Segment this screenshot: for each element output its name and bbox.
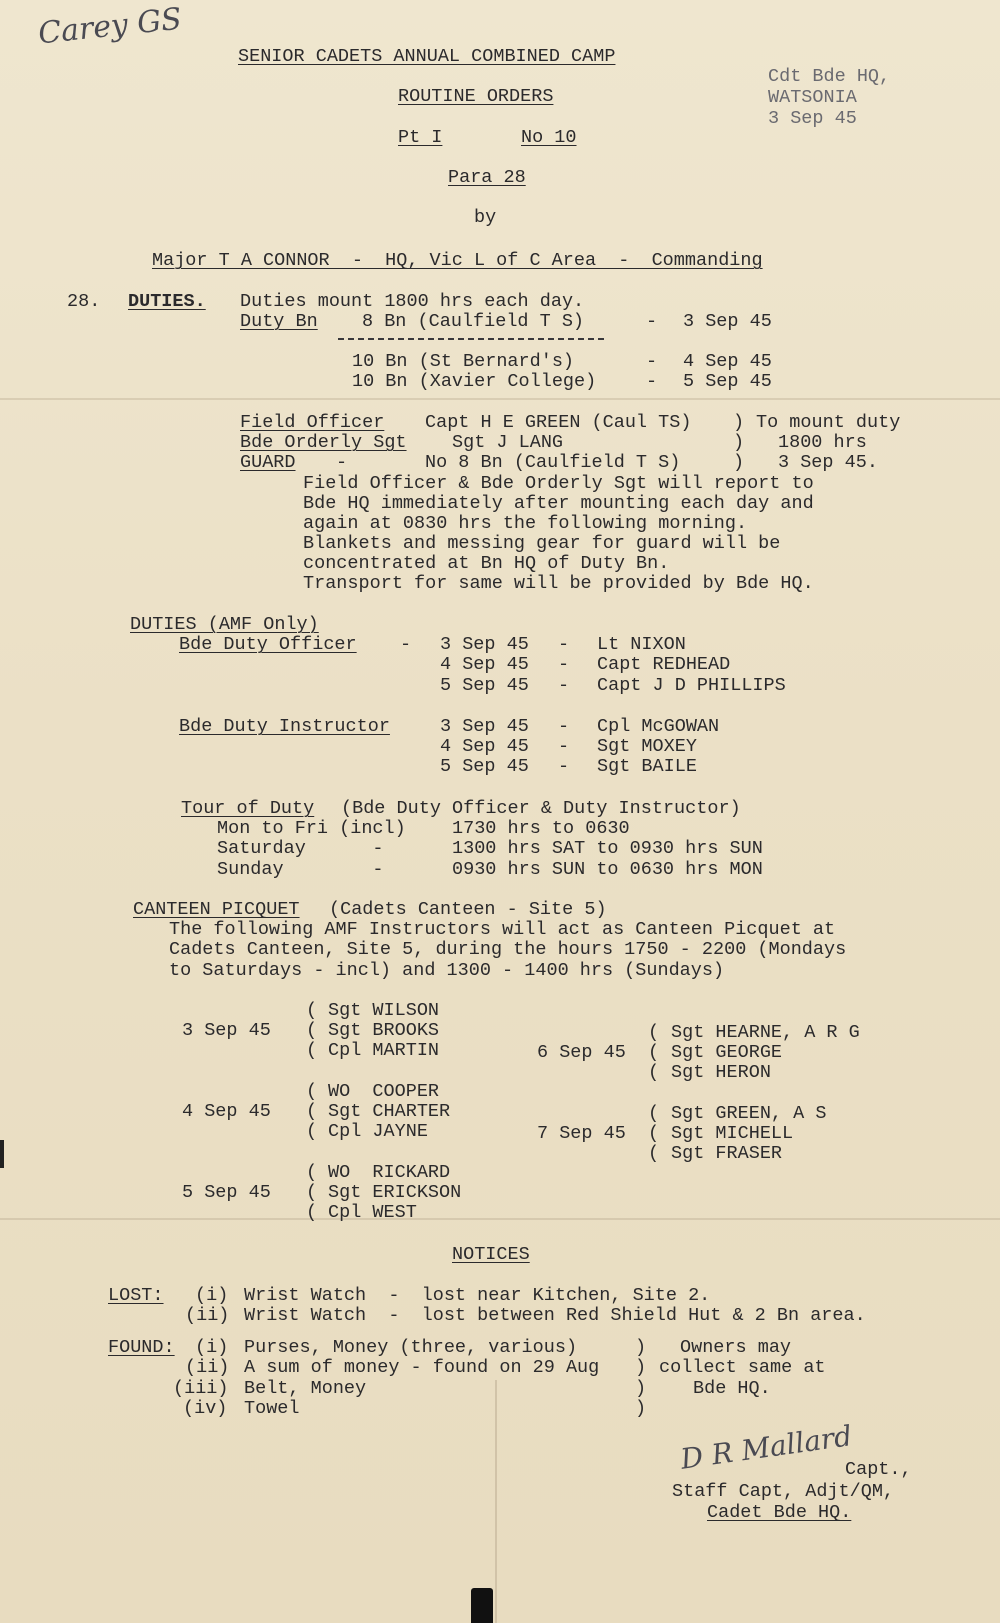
bracket: ( [306, 1202, 318, 1223]
lost-number: (i) [195, 1285, 229, 1306]
duty-bn-date: 3 Sep 45 [683, 311, 772, 332]
duties-heading: DUTIES. [128, 291, 206, 312]
bde-duty-instructor-label: Bde Duty Instructor [179, 716, 390, 737]
fold-line [495, 1380, 497, 1623]
duty-bn-date: 5 Sep 45 [683, 371, 772, 392]
order-number: No 10 [521, 127, 577, 148]
bde-orderly-value: Sgt J LANG [452, 432, 564, 453]
binding-mark [471, 1588, 493, 1623]
bracket: ( [306, 1040, 318, 1061]
bracket: ( [648, 1143, 660, 1164]
picquet-date: 7 Sep 45 [537, 1123, 626, 1144]
canteen-heading: CANTEEN PICQUET [133, 899, 300, 920]
bracket: ( [648, 1042, 660, 1063]
dash: - [558, 654, 570, 675]
found-number: (iii) [173, 1378, 229, 1399]
signature: D R Mallard [678, 1419, 854, 1476]
para-label: Para 28 [448, 167, 526, 188]
duty-officer-name: Capt J D PHILLIPS [597, 675, 786, 696]
duty-instructor-date: 5 Sep 45 [440, 756, 529, 777]
duty-officer-date: 3 Sep 45 [440, 634, 529, 655]
handwritten-note: Carey GS [36, 1, 184, 52]
picquet-name: Sgt HERON [671, 1062, 771, 1083]
found-number: (i) [195, 1337, 229, 1358]
signature-title: Staff Capt, Adjt/QM, [672, 1481, 895, 1502]
dash: - [400, 634, 412, 655]
duties-mount-text: Duties mount 1800 hrs each day. [240, 291, 585, 312]
canteen-heading-note: (Cadets Canteen - Site 5) [329, 899, 607, 920]
duty-instructor-name: Cpl McGOWAN [597, 716, 720, 737]
dash: - [558, 736, 570, 757]
found-item: A sum of money - found on 29 Aug [244, 1357, 600, 1378]
instruction-line: Field Officer & Bde Orderly Sgt will report to [303, 473, 814, 494]
picquet-name: Sgt CHARTER [328, 1101, 451, 1122]
tour-hours: 0930 hrs SUN to 0630 hrs MON [452, 859, 763, 880]
amf-duties-heading: DUTIES (AMF Only) [130, 614, 319, 635]
duty-instructor-name: Sgt BAILE [597, 756, 697, 777]
instruction-line: Transport for same will be provided by Bde HQ. [303, 573, 814, 594]
bracket: ) [635, 1398, 647, 1419]
duty-officer-name: Lt NIXON [597, 634, 686, 655]
notices-heading: NOTICES [452, 1244, 530, 1265]
bracket: ) [733, 412, 745, 433]
instruction-line: again at 0830 hrs the following morning. [303, 513, 748, 534]
picquet-name: Sgt FRASER [671, 1143, 783, 1164]
document-subtitle: ROUTINE ORDERS [398, 86, 554, 107]
mount-note: 3 Sep 45. [778, 452, 878, 473]
bracket: ( [648, 1103, 660, 1124]
picquet-name: Sgt WILSON [328, 1000, 440, 1021]
found-number: (iv) [183, 1398, 228, 1419]
picquet-name: Sgt ERICKSON [328, 1182, 462, 1203]
picquet-date: 4 Sep 45 [182, 1101, 271, 1122]
picquet-date: 6 Sep 45 [537, 1042, 626, 1063]
picquet-name: Cpl MARTIN [328, 1040, 440, 1061]
collect-note: Owners may [680, 1337, 792, 1358]
canteen-text-line: Cadets Canteen, Site 5, during the hours 1750 - 2200 (Mondays [169, 939, 847, 960]
tour-hours: 1300 hrs SAT to 0930 hrs SUN [452, 838, 763, 859]
canteen-text-line: to Saturdays - incl) and 1300 - 1400 hrs (Sundays) [169, 960, 725, 981]
signature-unit: Cadet Bde HQ. [707, 1502, 852, 1523]
bracket: ( [306, 1101, 318, 1122]
duty-bn-unit: 10 Bn (Xavier College) [352, 371, 597, 392]
tour-of-duty-note: (Bde Duty Officer & Duty Instructor) [341, 798, 741, 819]
bracket: ( [306, 1020, 318, 1041]
picquet-name: Sgt BROOKS [328, 1020, 440, 1041]
found-label: FOUND: [108, 1337, 175, 1358]
bracket: ) [635, 1357, 647, 1378]
picquet-name: Sgt HEARNE, A R G [671, 1022, 860, 1043]
found-number: (ii) [185, 1357, 230, 1378]
collect-note: collect same at [659, 1357, 826, 1378]
picquet-name: WO COOPER [328, 1081, 440, 1102]
bracket: ( [648, 1123, 660, 1144]
duty-instructor-name: Sgt MOXEY [597, 736, 697, 757]
bracket: ( [306, 1121, 318, 1142]
dash: - [558, 716, 570, 737]
duty-officer-name: Capt REDHEAD [597, 654, 731, 675]
duty-bn-unit: 8 Bn (Caulfield T S) [362, 311, 585, 332]
tour-of-duty-label: Tour of Duty [181, 798, 315, 819]
found-item: Purses, Money (three, various) [244, 1337, 578, 1358]
part-label: Pt I [398, 127, 443, 148]
origin-line-2: WATSONIA [768, 87, 857, 108]
found-item: Belt, Money [244, 1378, 367, 1399]
fold-line [0, 398, 1000, 400]
bracket: ) [733, 452, 745, 473]
collect-note: Bde HQ. [693, 1378, 771, 1399]
bracket: ( [648, 1062, 660, 1083]
tour-day: Mon to Fri (incl) [217, 818, 406, 839]
commander-line: Major T A CONNOR - HQ, Vic L of C Area - Commanding [152, 250, 763, 271]
edge-mark [0, 1140, 4, 1168]
dash: - [336, 452, 348, 473]
origin-line-1: Cdt Bde HQ, [768, 66, 891, 87]
mount-note: 1800 hrs [778, 432, 867, 453]
by-label: by [474, 207, 497, 228]
dashed-rule [338, 338, 604, 340]
tour-day: Sunday - [217, 859, 384, 880]
origin-line-3: 3 Sep 45 [768, 108, 857, 129]
fold-line [0, 1218, 1000, 1220]
dash: - [646, 351, 658, 372]
bde-duty-officer-label: Bde Duty Officer [179, 634, 357, 655]
duty-bn-label: Duty Bn [240, 311, 318, 332]
bde-orderly-label: Bde Orderly Sgt [240, 432, 407, 453]
picquet-date: 5 Sep 45 [182, 1182, 271, 1203]
lost-label: LOST: [108, 1285, 164, 1306]
duty-instructor-date: 3 Sep 45 [440, 716, 529, 737]
duty-officer-date: 4 Sep 45 [440, 654, 529, 675]
dash: - [646, 311, 658, 332]
duty-officer-date: 5 Sep 45 [440, 675, 529, 696]
duty-bn-unit: 10 Bn (St Bernard's) [352, 351, 575, 372]
instruction-line: Blankets and messing gear for guard will be [303, 533, 781, 554]
lost-item: Wrist Watch - lost between Red Shield Hut & 2 Bn area. [244, 1305, 866, 1326]
duty-bn-date: 4 Sep 45 [683, 351, 772, 372]
document-title: SENIOR CADETS ANNUAL COMBINED CAMP [238, 46, 616, 67]
picquet-name: WO RICKARD [328, 1162, 451, 1183]
mount-note: To mount duty [756, 412, 901, 433]
signature-rank: Capt., [845, 1459, 912, 1480]
bracket: ( [306, 1081, 318, 1102]
found-item: Towel [244, 1398, 300, 1419]
bracket: ) [635, 1378, 647, 1399]
bracket: ( [648, 1022, 660, 1043]
bracket: ) [635, 1337, 647, 1358]
lost-item: Wrist Watch - lost near Kitchen, Site 2. [244, 1285, 711, 1306]
dash: - [558, 675, 570, 696]
dash: - [646, 371, 658, 392]
bracket: ) [733, 432, 745, 453]
dash: - [558, 756, 570, 777]
para-number: 28. [67, 291, 101, 312]
bracket: ( [306, 1162, 318, 1183]
dash: - [558, 634, 570, 655]
picquet-name: Cpl JAYNE [328, 1121, 428, 1142]
instruction-line: Bde HQ immediately after mounting each day and [303, 493, 814, 514]
field-officer-label: Field Officer [240, 412, 385, 433]
field-officer-value: Capt H E GREEN (Caul TS) [425, 412, 692, 433]
bracket: ( [306, 1182, 318, 1203]
instruction-line: concentrated at Bn HQ of Duty Bn. [303, 553, 670, 574]
tour-hours: 1730 hrs to 0630 [452, 818, 630, 839]
picquet-name: Sgt GEORGE [671, 1042, 783, 1063]
picquet-date: 3 Sep 45 [182, 1020, 271, 1041]
duty-instructor-date: 4 Sep 45 [440, 736, 529, 757]
picquet-name: Sgt GREEN, A S [671, 1103, 827, 1124]
picquet-name: Cpl WEST [328, 1202, 417, 1223]
bracket: ( [306, 1000, 318, 1021]
guard-value: No 8 Bn (Caulfield T S) [425, 452, 681, 473]
tour-day: Saturday - [217, 838, 384, 859]
picquet-name: Sgt MICHELL [671, 1123, 794, 1144]
lost-number: (ii) [185, 1305, 230, 1326]
canteen-text-line: The following AMF Instructors will act as Canteen Picquet at [169, 919, 836, 940]
guard-label: GUARD [240, 452, 296, 473]
